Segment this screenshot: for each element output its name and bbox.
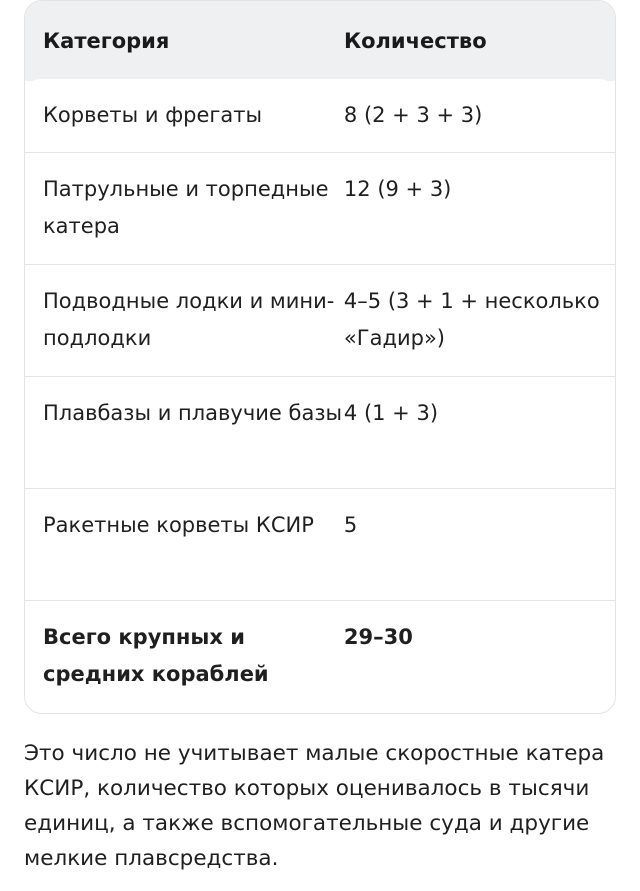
column-header-quantity: Количество: [343, 29, 487, 53]
table-row: [25, 489, 615, 601]
cell-category: Ракетные корветы КСИР: [43, 513, 314, 537]
cell-quantity: 4 (1 + 3): [343, 401, 439, 425]
cell-category: Подводные лодки и мини-подлодки: [43, 289, 335, 350]
table-row: [25, 79, 615, 153]
cell-quantity: 4–5 (3 + 1 + несколько «Гадир»): [343, 289, 600, 350]
table-row-total: [25, 601, 615, 713]
column-header-category: Категория: [43, 29, 170, 53]
table-row: [25, 153, 615, 265]
cell-category: Плавбазы и плавучие базы: [43, 401, 343, 425]
table-header: [25, 1, 615, 81]
cell-quantity: 12 (9 + 3): [343, 177, 452, 201]
cell-category-total: Всего крупных и средних кораблей: [43, 625, 269, 686]
cell-category: Корветы и фрегаты: [43, 103, 263, 127]
footnote-paragraph: Это число не учитывает малые скоростные катера КСИР, количество которых оценивалось в тысячи единиц, а также вспомогательные суда и другие мелкие плавсредства.: [24, 741, 605, 871]
table-body: [25, 79, 615, 713]
fleet-table: [24, 0, 616, 714]
cell-quantity: 5: [343, 513, 358, 537]
cell-quantity: 8 (2 + 3 + 3): [343, 103, 483, 127]
table-row: [25, 265, 615, 377]
cell-quantity-total: 29–30: [343, 625, 413, 649]
cell-category: Патрульные и торпедные катера: [43, 177, 329, 238]
table-row: [25, 377, 615, 489]
